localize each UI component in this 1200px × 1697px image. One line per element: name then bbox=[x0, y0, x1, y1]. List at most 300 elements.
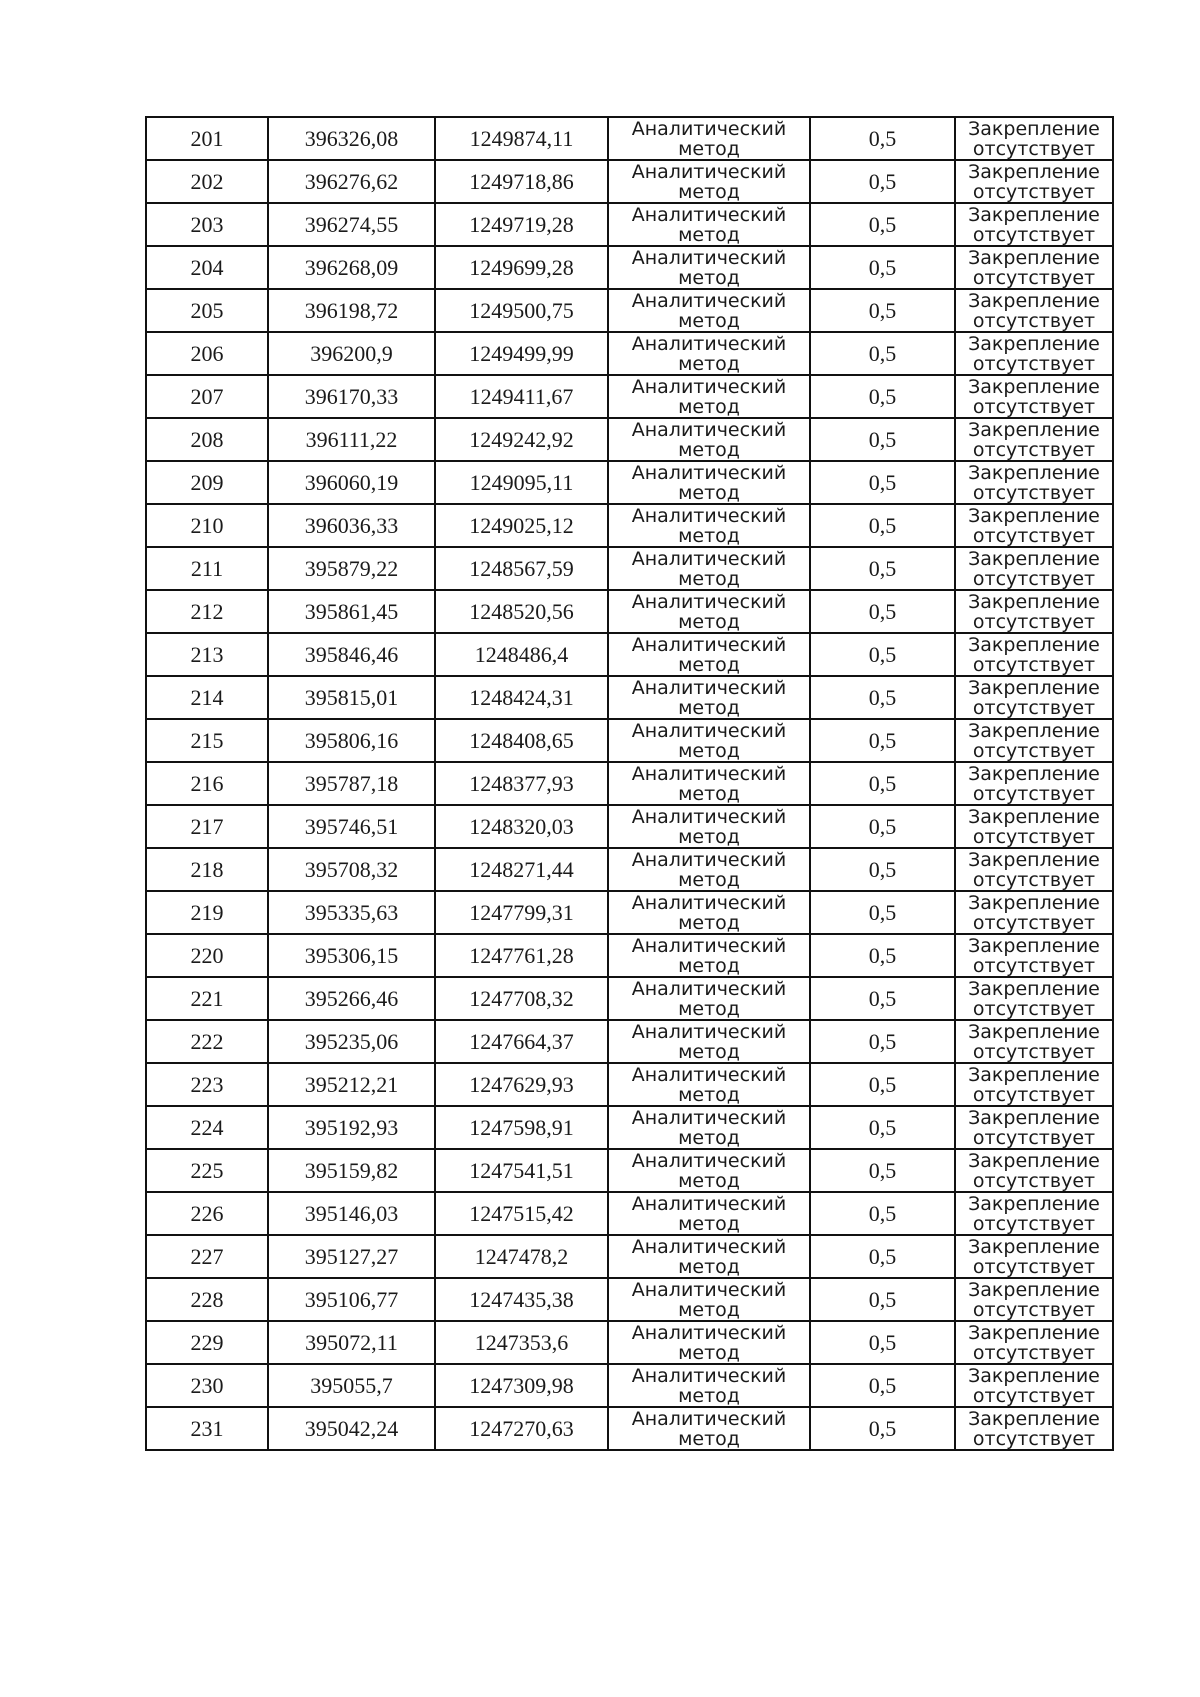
method-line-1: Аналитический bbox=[631, 719, 787, 742]
method-cell bbox=[608, 762, 810, 805]
method-line-1: Аналитический bbox=[631, 891, 787, 914]
point-number-cell: 228 bbox=[146, 1278, 268, 1321]
method-cell bbox=[608, 461, 810, 504]
accuracy-cell: 0,5 bbox=[810, 375, 955, 418]
fixation-line-2: отсутствует bbox=[972, 266, 1096, 289]
fixation-cell bbox=[955, 1106, 1113, 1149]
table-row bbox=[146, 1235, 1113, 1278]
fixation-cell bbox=[955, 117, 1113, 160]
method-cell bbox=[608, 1321, 810, 1364]
y-coordinate-cell: 1248408,65 bbox=[435, 719, 608, 762]
x-coordinate-cell: 395106,77 bbox=[268, 1278, 435, 1321]
fixation-line-1: Закрепление bbox=[968, 203, 1100, 226]
fixation-cell bbox=[955, 1364, 1113, 1407]
fixation-line-2: отсутствует bbox=[972, 137, 1096, 160]
fixation-line-2: отсутствует bbox=[972, 1126, 1096, 1149]
method-cell bbox=[608, 1020, 810, 1063]
y-coordinate-cell: 1247353,6 bbox=[435, 1321, 608, 1364]
method-cell bbox=[608, 848, 810, 891]
point-number-cell: 215 bbox=[146, 719, 268, 762]
table-row bbox=[146, 1407, 1113, 1450]
fixation-cell bbox=[955, 891, 1113, 934]
method-line-2: метод bbox=[678, 567, 740, 590]
fixation-line-2: отсутствует bbox=[972, 309, 1096, 332]
table-row bbox=[146, 676, 1113, 719]
method-line-2: метод bbox=[678, 1083, 740, 1106]
fixation-cell bbox=[955, 1192, 1113, 1235]
fixation-cell bbox=[955, 461, 1113, 504]
coordinates-table bbox=[145, 116, 1114, 1451]
fixation-line-2: отсутствует bbox=[972, 868, 1096, 891]
y-coordinate-cell: 1247799,31 bbox=[435, 891, 608, 934]
point-number-cell: 207 bbox=[146, 375, 268, 418]
method-cell bbox=[608, 1407, 810, 1450]
method-cell bbox=[608, 590, 810, 633]
y-coordinate-cell: 1248271,44 bbox=[435, 848, 608, 891]
method-cell bbox=[608, 1235, 810, 1278]
fixation-line-1: Закрепление bbox=[968, 117, 1100, 140]
x-coordinate-cell: 395042,24 bbox=[268, 1407, 435, 1450]
method-line-2: метод bbox=[678, 696, 740, 719]
fixation-line-2: отсутствует bbox=[972, 567, 1096, 590]
fixation-line-2: отсутствует bbox=[972, 1040, 1096, 1063]
x-coordinate-cell: 395235,06 bbox=[268, 1020, 435, 1063]
y-coordinate-cell: 1247598,91 bbox=[435, 1106, 608, 1149]
fixation-line-2: отсутствует bbox=[972, 1255, 1096, 1278]
method-cell bbox=[608, 891, 810, 934]
method-line-2: метод bbox=[678, 868, 740, 891]
fixation-line-2: отсутствует bbox=[972, 1298, 1096, 1321]
point-number-cell: 221 bbox=[146, 977, 268, 1020]
fixation-line-1: Закрепление bbox=[968, 1063, 1100, 1086]
x-coordinate-cell: 395055,7 bbox=[268, 1364, 435, 1407]
fixation-cell bbox=[955, 633, 1113, 676]
method-line-1: Аналитический bbox=[631, 1407, 787, 1430]
method-line-1: Аналитический bbox=[631, 332, 787, 355]
table-row bbox=[146, 1020, 1113, 1063]
fixation-line-2: отсутствует bbox=[972, 739, 1096, 762]
fixation-line-1: Закрепление bbox=[968, 1106, 1100, 1129]
fixation-line-1: Закрепление bbox=[968, 418, 1100, 441]
fixation-line-2: отсутствует bbox=[972, 223, 1096, 246]
accuracy-cell: 0,5 bbox=[810, 117, 955, 160]
fixation-line-1: Закрепление bbox=[968, 246, 1100, 269]
fixation-line-1: Закрепление bbox=[968, 805, 1100, 828]
table-row bbox=[146, 1321, 1113, 1364]
method-line-1: Аналитический bbox=[631, 1321, 787, 1344]
fixation-line-1: Закрепление bbox=[968, 160, 1100, 183]
x-coordinate-cell: 395806,16 bbox=[268, 719, 435, 762]
y-coordinate-cell: 1247629,93 bbox=[435, 1063, 608, 1106]
method-cell bbox=[608, 1149, 810, 1192]
method-line-2: метод bbox=[678, 739, 740, 762]
method-line-2: метод bbox=[678, 137, 740, 160]
fixation-cell bbox=[955, 375, 1113, 418]
fixation-line-2: отсутствует bbox=[972, 954, 1096, 977]
fixation-line-1: Закрепление bbox=[968, 934, 1100, 957]
table-row bbox=[146, 1149, 1113, 1192]
method-line-2: метод bbox=[678, 524, 740, 547]
fixation-line-1: Закрепление bbox=[968, 1407, 1100, 1430]
y-coordinate-cell: 1248320,03 bbox=[435, 805, 608, 848]
accuracy-cell: 0,5 bbox=[810, 461, 955, 504]
fixation-line-2: отсутствует bbox=[972, 1427, 1096, 1450]
method-line-2: метод bbox=[678, 997, 740, 1020]
point-number-cell: 201 bbox=[146, 117, 268, 160]
fixation-cell bbox=[955, 1278, 1113, 1321]
fixation-line-2: отсутствует bbox=[972, 438, 1096, 461]
table-row bbox=[146, 977, 1113, 1020]
method-cell bbox=[608, 117, 810, 160]
y-coordinate-cell: 1249095,11 bbox=[435, 461, 608, 504]
y-coordinate-cell: 1248486,4 bbox=[435, 633, 608, 676]
fixation-line-1: Закрепление bbox=[968, 676, 1100, 699]
fixation-line-1: Закрепление bbox=[968, 461, 1100, 484]
fixation-line-1: Закрепление bbox=[968, 1149, 1100, 1172]
method-line-2: метод bbox=[678, 180, 740, 203]
y-coordinate-cell: 1247708,32 bbox=[435, 977, 608, 1020]
fixation-cell bbox=[955, 246, 1113, 289]
method-cell bbox=[608, 633, 810, 676]
method-line-2: метод bbox=[678, 395, 740, 418]
method-cell bbox=[608, 977, 810, 1020]
y-coordinate-cell: 1247435,38 bbox=[435, 1278, 608, 1321]
table-row bbox=[146, 375, 1113, 418]
table-row bbox=[146, 203, 1113, 246]
x-coordinate-cell: 396268,09 bbox=[268, 246, 435, 289]
fixation-line-2: отсутствует bbox=[972, 481, 1096, 504]
accuracy-cell: 0,5 bbox=[810, 676, 955, 719]
x-coordinate-cell: 395787,18 bbox=[268, 762, 435, 805]
fixation-cell bbox=[955, 719, 1113, 762]
fixation-line-1: Закрепление bbox=[968, 1321, 1100, 1344]
method-cell bbox=[608, 246, 810, 289]
method-line-1: Аналитический bbox=[631, 1364, 787, 1387]
x-coordinate-cell: 396170,33 bbox=[268, 375, 435, 418]
method-cell bbox=[608, 332, 810, 375]
accuracy-cell: 0,5 bbox=[810, 633, 955, 676]
y-coordinate-cell: 1249242,92 bbox=[435, 418, 608, 461]
method-line-1: Аналитический bbox=[631, 676, 787, 699]
table-row bbox=[146, 1278, 1113, 1321]
method-line-2: метод bbox=[678, 1040, 740, 1063]
point-number-cell: 218 bbox=[146, 848, 268, 891]
y-coordinate-cell: 1247270,63 bbox=[435, 1407, 608, 1450]
accuracy-cell: 0,5 bbox=[810, 1106, 955, 1149]
fixation-line-1: Закрепление bbox=[968, 762, 1100, 785]
point-number-cell: 216 bbox=[146, 762, 268, 805]
table-row bbox=[146, 934, 1113, 977]
y-coordinate-cell: 1247515,42 bbox=[435, 1192, 608, 1235]
fixation-line-1: Закрепление bbox=[968, 719, 1100, 742]
method-line-1: Аналитический bbox=[631, 762, 787, 785]
point-number-cell: 231 bbox=[146, 1407, 268, 1450]
accuracy-cell: 0,5 bbox=[810, 977, 955, 1020]
accuracy-cell: 0,5 bbox=[810, 891, 955, 934]
y-coordinate-cell: 1247478,2 bbox=[435, 1235, 608, 1278]
point-number-cell: 219 bbox=[146, 891, 268, 934]
point-number-cell: 209 bbox=[146, 461, 268, 504]
method-line-2: метод bbox=[678, 223, 740, 246]
x-coordinate-cell: 396060,19 bbox=[268, 461, 435, 504]
point-number-cell: 217 bbox=[146, 805, 268, 848]
x-coordinate-cell: 395159,82 bbox=[268, 1149, 435, 1192]
table-row bbox=[146, 719, 1113, 762]
x-coordinate-cell: 395266,46 bbox=[268, 977, 435, 1020]
method-line-2: метод bbox=[678, 1255, 740, 1278]
fixation-cell bbox=[955, 289, 1113, 332]
fixation-line-2: отсутствует bbox=[972, 997, 1096, 1020]
fixation-line-2: отсутствует bbox=[972, 782, 1096, 805]
x-coordinate-cell: 395146,03 bbox=[268, 1192, 435, 1235]
point-number-cell: 225 bbox=[146, 1149, 268, 1192]
fixation-line-2: отсутствует bbox=[972, 352, 1096, 375]
fixation-line-2: отсутствует bbox=[972, 825, 1096, 848]
accuracy-cell: 0,5 bbox=[810, 1407, 955, 1450]
fixation-line-1: Закрепление bbox=[968, 1235, 1100, 1258]
method-line-2: метод bbox=[678, 782, 740, 805]
method-line-2: метод bbox=[678, 911, 740, 934]
accuracy-cell: 0,5 bbox=[810, 762, 955, 805]
method-cell bbox=[608, 1063, 810, 1106]
point-number-cell: 220 bbox=[146, 934, 268, 977]
x-coordinate-cell: 395846,46 bbox=[268, 633, 435, 676]
method-line-1: Аналитический bbox=[631, 1149, 787, 1172]
fixation-line-2: отсутствует bbox=[972, 1384, 1096, 1407]
x-coordinate-cell: 395306,15 bbox=[268, 934, 435, 977]
table-row bbox=[146, 848, 1113, 891]
method-line-1: Аналитический bbox=[631, 633, 787, 656]
method-line-2: метод bbox=[678, 309, 740, 332]
x-coordinate-cell: 395212,21 bbox=[268, 1063, 435, 1106]
table-row bbox=[146, 117, 1113, 160]
table-row bbox=[146, 547, 1113, 590]
method-line-1: Аналитический bbox=[631, 461, 787, 484]
fixation-line-2: отсутствует bbox=[972, 180, 1096, 203]
method-line-1: Аналитический bbox=[631, 375, 787, 398]
point-number-cell: 224 bbox=[146, 1106, 268, 1149]
y-coordinate-cell: 1249719,28 bbox=[435, 203, 608, 246]
method-line-2: метод bbox=[678, 438, 740, 461]
accuracy-cell: 0,5 bbox=[810, 805, 955, 848]
point-number-cell: 210 bbox=[146, 504, 268, 547]
method-line-1: Аналитический bbox=[631, 1278, 787, 1301]
point-number-cell: 222 bbox=[146, 1020, 268, 1063]
y-coordinate-cell: 1247541,51 bbox=[435, 1149, 608, 1192]
accuracy-cell: 0,5 bbox=[810, 332, 955, 375]
fixation-cell bbox=[955, 547, 1113, 590]
fixation-cell bbox=[955, 934, 1113, 977]
fixation-cell bbox=[955, 1407, 1113, 1450]
x-coordinate-cell: 396274,55 bbox=[268, 203, 435, 246]
accuracy-cell: 0,5 bbox=[810, 1063, 955, 1106]
method-line-2: метод bbox=[678, 1341, 740, 1364]
method-cell bbox=[608, 676, 810, 719]
accuracy-cell: 0,5 bbox=[810, 719, 955, 762]
fixation-line-2: отсутствует bbox=[972, 653, 1096, 676]
fixation-line-1: Закрепление bbox=[968, 590, 1100, 613]
y-coordinate-cell: 1247761,28 bbox=[435, 934, 608, 977]
table-row bbox=[146, 504, 1113, 547]
x-coordinate-cell: 395815,01 bbox=[268, 676, 435, 719]
accuracy-cell: 0,5 bbox=[810, 1235, 955, 1278]
method-cell bbox=[608, 1106, 810, 1149]
table-row bbox=[146, 805, 1113, 848]
table-row bbox=[146, 633, 1113, 676]
x-coordinate-cell: 396036,33 bbox=[268, 504, 435, 547]
accuracy-cell: 0,5 bbox=[810, 160, 955, 203]
y-coordinate-cell: 1247309,98 bbox=[435, 1364, 608, 1407]
fixation-line-1: Закрепление bbox=[968, 547, 1100, 570]
coordinates-table-body bbox=[146, 117, 1113, 1450]
table-row bbox=[146, 418, 1113, 461]
table-row bbox=[146, 1364, 1113, 1407]
fixation-cell bbox=[955, 203, 1113, 246]
table-row bbox=[146, 1063, 1113, 1106]
method-line-1: Аналитический bbox=[631, 1063, 787, 1086]
table-row bbox=[146, 461, 1113, 504]
method-cell bbox=[608, 1278, 810, 1321]
method-line-1: Аналитический bbox=[631, 934, 787, 957]
point-number-cell: 208 bbox=[146, 418, 268, 461]
method-line-1: Аналитический bbox=[631, 848, 787, 871]
accuracy-cell: 0,5 bbox=[810, 1149, 955, 1192]
method-line-1: Аналитический bbox=[631, 590, 787, 613]
point-number-cell: 229 bbox=[146, 1321, 268, 1364]
method-cell bbox=[608, 719, 810, 762]
fixation-line-2: отсутствует bbox=[972, 1341, 1096, 1364]
method-line-1: Аналитический bbox=[631, 977, 787, 1000]
point-number-cell: 205 bbox=[146, 289, 268, 332]
method-line-2: метод bbox=[678, 266, 740, 289]
fixation-cell bbox=[955, 1063, 1113, 1106]
table-row bbox=[146, 762, 1113, 805]
fixation-cell bbox=[955, 418, 1113, 461]
method-cell bbox=[608, 934, 810, 977]
fixation-line-1: Закрепление bbox=[968, 633, 1100, 656]
fixation-cell bbox=[955, 590, 1113, 633]
accuracy-cell: 0,5 bbox=[810, 934, 955, 977]
x-coordinate-cell: 395746,51 bbox=[268, 805, 435, 848]
y-coordinate-cell: 1248377,93 bbox=[435, 762, 608, 805]
point-number-cell: 212 bbox=[146, 590, 268, 633]
fixation-cell bbox=[955, 1321, 1113, 1364]
fixation-line-2: отсутствует bbox=[972, 395, 1096, 418]
method-line-1: Аналитический bbox=[631, 547, 787, 570]
fixation-line-1: Закрепление bbox=[968, 332, 1100, 355]
point-number-cell: 213 bbox=[146, 633, 268, 676]
fixation-cell bbox=[955, 676, 1113, 719]
table-row bbox=[146, 891, 1113, 934]
accuracy-cell: 0,5 bbox=[810, 1364, 955, 1407]
y-coordinate-cell: 1248520,56 bbox=[435, 590, 608, 633]
method-line-2: метод bbox=[678, 1384, 740, 1407]
method-cell bbox=[608, 375, 810, 418]
y-coordinate-cell: 1249499,99 bbox=[435, 332, 608, 375]
x-coordinate-cell: 396111,22 bbox=[268, 418, 435, 461]
fixation-cell bbox=[955, 1149, 1113, 1192]
accuracy-cell: 0,5 bbox=[810, 547, 955, 590]
method-cell bbox=[608, 418, 810, 461]
method-line-1: Аналитический bbox=[631, 117, 787, 140]
table-row bbox=[146, 160, 1113, 203]
fixation-cell bbox=[955, 1235, 1113, 1278]
method-line-1: Аналитический bbox=[631, 160, 787, 183]
method-cell bbox=[608, 1364, 810, 1407]
method-line-1: Аналитический bbox=[631, 1106, 787, 1129]
x-coordinate-cell: 395861,45 bbox=[268, 590, 435, 633]
point-number-cell: 211 bbox=[146, 547, 268, 590]
point-number-cell: 204 bbox=[146, 246, 268, 289]
y-coordinate-cell: 1248424,31 bbox=[435, 676, 608, 719]
method-line-2: метод bbox=[678, 1169, 740, 1192]
accuracy-cell: 0,5 bbox=[810, 246, 955, 289]
y-coordinate-cell: 1249699,28 bbox=[435, 246, 608, 289]
method-line-2: метод bbox=[678, 825, 740, 848]
fixation-cell bbox=[955, 1020, 1113, 1063]
method-line-1: Аналитический bbox=[631, 203, 787, 226]
method-cell bbox=[608, 805, 810, 848]
method-line-2: метод bbox=[678, 1427, 740, 1450]
method-line-2: метод bbox=[678, 1126, 740, 1149]
fixation-cell bbox=[955, 848, 1113, 891]
accuracy-cell: 0,5 bbox=[810, 1192, 955, 1235]
x-coordinate-cell: 395127,27 bbox=[268, 1235, 435, 1278]
fixation-cell bbox=[955, 332, 1113, 375]
method-line-1: Аналитический bbox=[631, 504, 787, 527]
method-cell bbox=[608, 203, 810, 246]
fixation-line-1: Закрепление bbox=[968, 1278, 1100, 1301]
fixation-line-1: Закрепление bbox=[968, 289, 1100, 312]
fixation-cell bbox=[955, 762, 1113, 805]
method-line-1: Аналитический bbox=[631, 805, 787, 828]
y-coordinate-cell: 1249718,86 bbox=[435, 160, 608, 203]
fixation-line-2: отсутствует bbox=[972, 696, 1096, 719]
method-line-1: Аналитический bbox=[631, 289, 787, 312]
fixation-line-1: Закрепление bbox=[968, 1192, 1100, 1215]
fixation-line-2: отсутствует bbox=[972, 610, 1096, 633]
fixation-line-2: отсутствует bbox=[972, 911, 1096, 934]
fixation-line-1: Закрепление bbox=[968, 375, 1100, 398]
accuracy-cell: 0,5 bbox=[810, 1020, 955, 1063]
method-line-1: Аналитический bbox=[631, 1192, 787, 1215]
method-line-2: метод bbox=[678, 954, 740, 977]
x-coordinate-cell: 395335,63 bbox=[268, 891, 435, 934]
x-coordinate-cell: 395879,22 bbox=[268, 547, 435, 590]
fixation-line-1: Закрепление bbox=[968, 848, 1100, 871]
accuracy-cell: 0,5 bbox=[810, 1321, 955, 1364]
accuracy-cell: 0,5 bbox=[810, 848, 955, 891]
y-coordinate-cell: 1249874,11 bbox=[435, 117, 608, 160]
method-cell bbox=[608, 160, 810, 203]
x-coordinate-cell: 396198,72 bbox=[268, 289, 435, 332]
table-row bbox=[146, 246, 1113, 289]
y-coordinate-cell: 1249025,12 bbox=[435, 504, 608, 547]
x-coordinate-cell: 395192,93 bbox=[268, 1106, 435, 1149]
point-number-cell: 214 bbox=[146, 676, 268, 719]
fixation-line-1: Закрепление bbox=[968, 1364, 1100, 1387]
method-cell bbox=[608, 1192, 810, 1235]
fixation-cell bbox=[955, 805, 1113, 848]
method-line-2: метод bbox=[678, 1212, 740, 1235]
point-number-cell: 223 bbox=[146, 1063, 268, 1106]
accuracy-cell: 0,5 bbox=[810, 1278, 955, 1321]
x-coordinate-cell: 395708,32 bbox=[268, 848, 435, 891]
point-number-cell: 202 bbox=[146, 160, 268, 203]
point-number-cell: 206 bbox=[146, 332, 268, 375]
method-line-2: метод bbox=[678, 1298, 740, 1321]
point-number-cell: 203 bbox=[146, 203, 268, 246]
